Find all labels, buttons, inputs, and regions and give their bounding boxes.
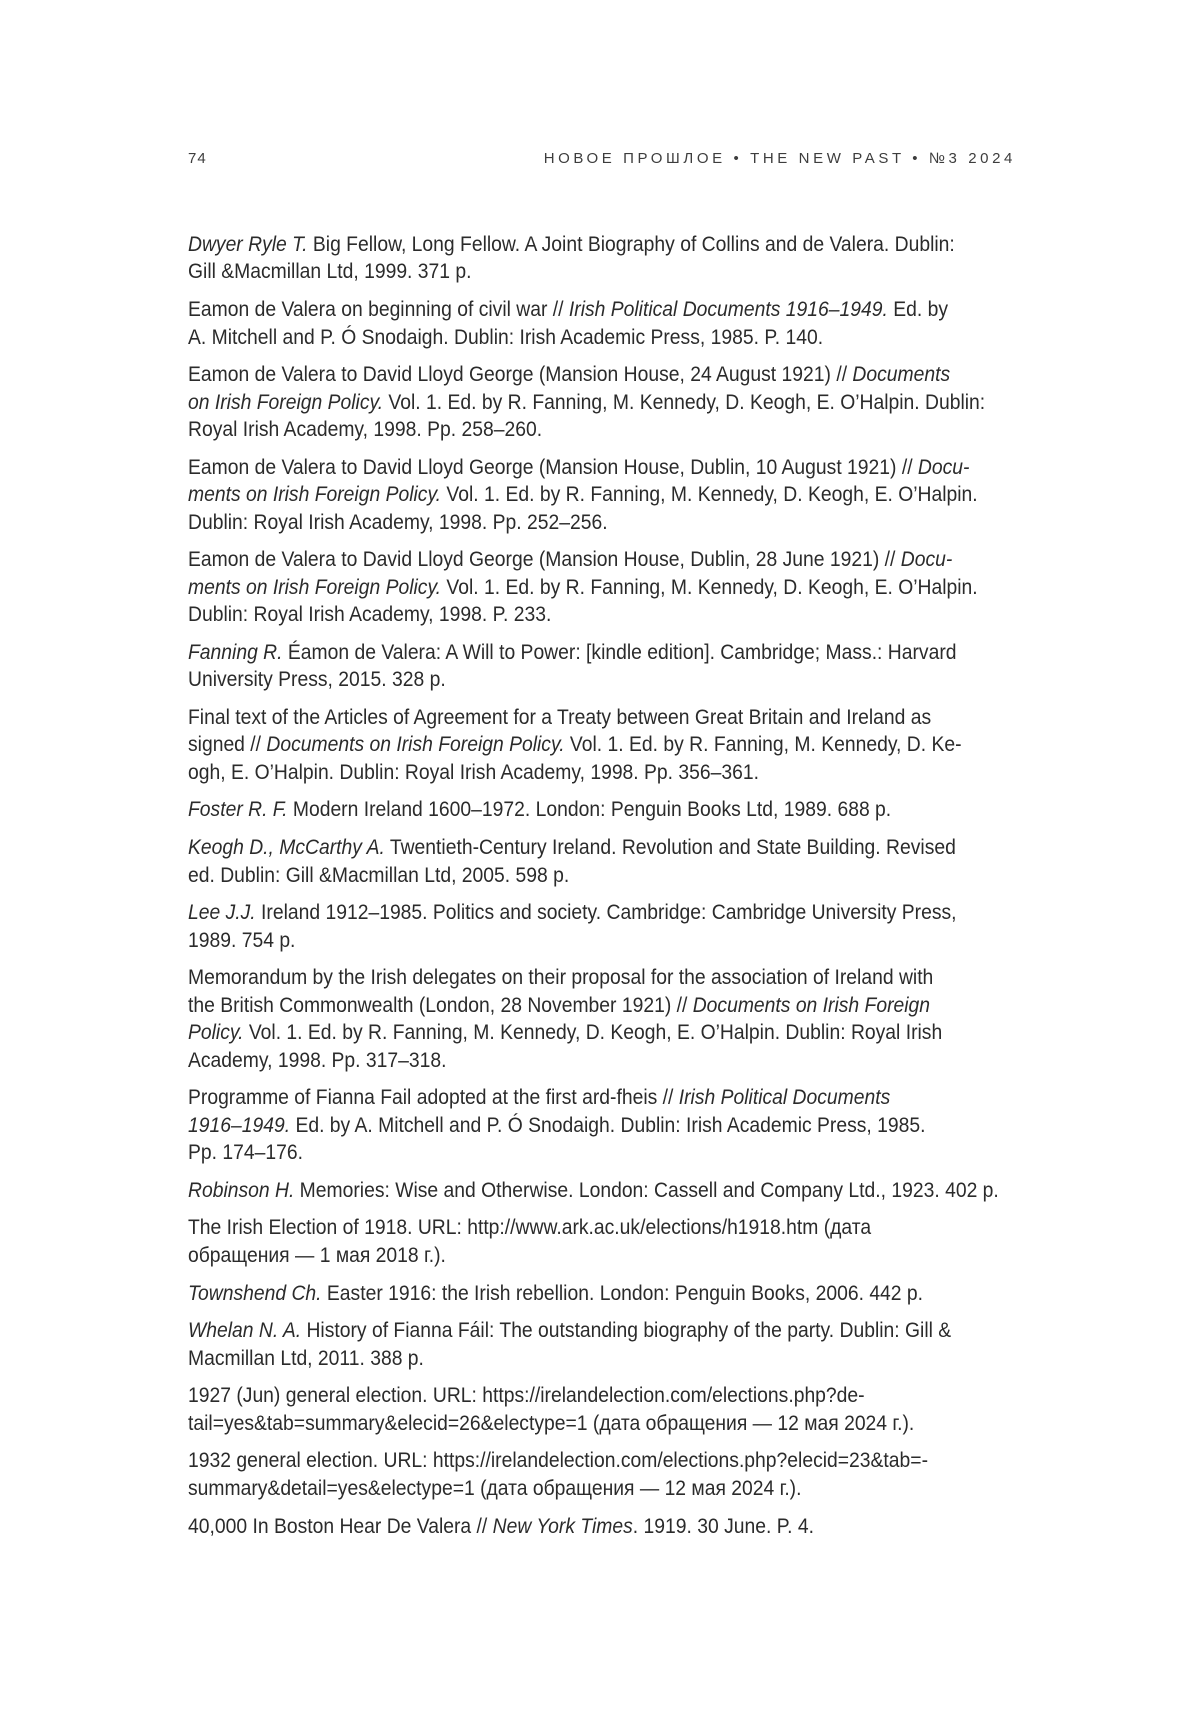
reference-entry xyxy=(188,1513,1016,1540)
reference-entry xyxy=(188,1447,1016,1502)
reference-text-segment: Academy, 1998. Pp. 317–318. xyxy=(188,1048,447,1072)
reference-text-segment: Gill &Macmillan Ltd, 1999. 371 p. xyxy=(188,260,472,284)
reference-text-segment: Vol. 1. Ed. by R. Fanning, M. Kennedy, D. Keogh, E. O’Halpin. xyxy=(441,575,978,599)
reference-text-segment: Dublin: Royal Irish Academy, 1998. Pp. 252–256. xyxy=(188,510,608,534)
reference-italic-segment: Docu- xyxy=(917,455,970,479)
reference-italic-segment: Foster R. F. xyxy=(188,798,288,822)
reference-entry xyxy=(188,964,1016,1074)
reference-italic-segment: ments on Irish Foreign Policy. xyxy=(188,483,442,507)
reference-text-segment: . 1919. 30 June. P. 4. xyxy=(632,1514,814,1538)
reference-entry xyxy=(188,454,1016,536)
reference-text-segment: 1927 (Jun) general election. URL: https://irelandelection.com/elections.php?de- xyxy=(188,1384,865,1408)
reference-entry xyxy=(188,834,1016,889)
reference-entry xyxy=(188,796,1016,823)
reference-text-segment: Pp. 174–176. xyxy=(188,1141,303,1165)
reference-text-segment: обращения — 1 мая 2018 г.). xyxy=(188,1243,446,1267)
reference-text-segment: The Irish Election of 1918. URL: http://www.ark.ac.uk/elections/h1918.htm (дата xyxy=(188,1216,872,1240)
reference-italic-segment: Lee J.J. xyxy=(188,901,256,925)
reference-text-segment: Big Fellow, Long Fellow. A Joint Biography of Collins and de Valera. Dublin: xyxy=(307,233,955,256)
reference-text-segment: 40,000 In Boston Hear De Valera // xyxy=(188,1514,493,1538)
reference-text-segment: A. Mitchell and P. Ó Snodaigh. Dublin: Irish Academic Press, 1985. P. 140. xyxy=(188,325,824,349)
reference-text-segment: Macmillan Ltd, 2011. 388 p. xyxy=(188,1346,424,1370)
reference-text-segment: Twentieth-Century Ireland. Revolution and State Building. Revised xyxy=(384,836,956,860)
reference-italic-segment: ments on Irish Foreign Policy. xyxy=(188,575,442,599)
reference-italic-segment: Whelan N. A. xyxy=(188,1319,302,1343)
reference-text-segment: Programme of Fianna Fail adopted at the first ard-fheis // xyxy=(188,1086,679,1110)
reference-entry xyxy=(188,899,1016,954)
reference-italic-segment: Docu- xyxy=(900,548,953,572)
reference-text-segment: 1989. 754 p. xyxy=(188,928,296,952)
reference-italic-segment: Documents on Irish Foreign xyxy=(692,993,931,1017)
reference-text-segment: 1932 general election. URL: https://irelandelection.com/elections.php?elecid=23&tab=- xyxy=(188,1449,929,1473)
reference-text-segment: Ed. by A. Mitchell and P. Ó Snodaigh. Dublin: Irish Academic Press, 1985. xyxy=(290,1113,926,1137)
reference-entry xyxy=(188,361,1016,443)
reference-italic-segment: New York Times xyxy=(492,1514,633,1538)
reference-italic-segment: Policy. xyxy=(188,1021,244,1045)
reference-italic-segment: Irish Political Documents xyxy=(678,1086,891,1110)
reference-italic-segment: Dwyer Ryle T. xyxy=(188,233,308,256)
reference-text-segment: ed. Dublin: Gill &Macmillan Ltd, 2005. 598 p. xyxy=(188,863,570,887)
page-header xyxy=(188,150,1016,167)
reference-text-segment: Vol. 1. Ed. by R. Fanning, M. Kennedy, D. Keogh, E. O’Halpin. Dublin: xyxy=(383,390,986,414)
journal-title: НОВОЕ ПРОШЛОЕ • THE NEW PAST • №3 2024 xyxy=(543,150,1016,167)
reference-entry xyxy=(188,296,1016,351)
reference-text-segment: signed // xyxy=(188,733,267,757)
reference-text-segment: Modern Ireland 1600–1972. London: Penguin Books Ltd, 1989. 688 p. xyxy=(287,798,892,822)
reference-entry xyxy=(188,1317,1016,1372)
reference-italic-segment: Documents xyxy=(852,363,951,387)
reference-entry xyxy=(188,639,1016,694)
reference-text-segment: Éamon de Valera: A Will to Power: [kindle edition]. Cambridge; Mass.: Harvard xyxy=(282,640,957,664)
reference-italic-segment: on Irish Foreign Policy. xyxy=(188,390,384,414)
reference-text-segment: summary&detail=yes&electype=1 (дата обращения — 12 мая 2024 г.). xyxy=(188,1476,802,1500)
reference-text-segment: Easter 1916: the Irish rebellion. London: Penguin Books, 2006. 442 p. xyxy=(321,1281,924,1305)
reference-entry xyxy=(188,546,1016,628)
reference-text-segment: Final text of the Articles of Agreement for a Treaty between Great Britain and Ireland as xyxy=(188,705,932,729)
reference-entry xyxy=(188,1084,1016,1166)
reference-entry xyxy=(188,1382,1016,1437)
reference-text-segment: University Press, 2015. 328 p. xyxy=(188,668,446,692)
reference-text-segment: Memories: Wise and Otherwise. London: Cassell and Company Ltd., 1923. 402 p. xyxy=(294,1178,999,1202)
reference-text-segment: Royal Irish Academy, 1998. Pp. 258–260. xyxy=(188,418,543,442)
reference-text-segment: Ed. by xyxy=(887,298,949,322)
reference-text-segment: Vol. 1. Ed. by R. Fanning, M. Kennedy, D. Ke- xyxy=(564,733,962,757)
references-list xyxy=(188,231,1016,1550)
reference-italic-segment: Robinson H. xyxy=(188,1178,295,1202)
reference-text-segment: Vol. 1. Ed. by R. Fanning, M. Kennedy, D. Keogh, E. O’Halpin. xyxy=(441,483,978,507)
reference-entry xyxy=(188,1280,1016,1307)
reference-text-segment: Vol. 1. Ed. by R. Fanning, M. Kennedy, D. Keogh, E. O’Halpin. Dublin: Royal Irish xyxy=(243,1021,943,1045)
reference-text-segment: Eamon de Valera to David Lloyd George (Mansion House, Dublin, 10 August 1921) // xyxy=(188,455,918,479)
reference-italic-segment: 1916–1949. xyxy=(188,1113,291,1137)
reference-italic-segment: Documents on Irish Foreign Policy. xyxy=(266,733,565,757)
reference-text-segment: Dublin: Royal Irish Academy, 1998. P. 233. xyxy=(188,603,552,627)
reference-text-segment: Ireland 1912–1985. Politics and society. Cambridge: Cambridge University Press, xyxy=(255,901,957,925)
reference-italic-segment: Townshend Ch. xyxy=(188,1281,322,1305)
reference-entry xyxy=(188,704,1016,786)
page-number: 74 xyxy=(188,150,207,167)
reference-italic-segment: Irish Political Documents 1916–1949. xyxy=(568,298,888,322)
reference-entry xyxy=(188,1214,1016,1269)
reference-text-segment: Eamon de Valera to David Lloyd George (Mansion House, 24 August 1921) // xyxy=(188,363,853,387)
reference-entry xyxy=(188,231,1016,286)
reference-text-segment: Memorandum by the Irish delegates on their proposal for the association of Ireland with xyxy=(188,966,934,990)
reference-italic-segment: Fanning R. xyxy=(188,640,283,664)
reference-italic-segment: Keogh D., McCarthy A. xyxy=(188,836,385,860)
reference-text-segment: Eamon de Valera on beginning of civil war // xyxy=(188,298,569,322)
reference-text-segment: ogh, E. O’Halpin. Dublin: Royal Irish Academy, 1998. Pp. 356–361. xyxy=(188,760,759,784)
reference-text-segment: Eamon de Valera to David Lloyd George (Mansion House, Dublin, 28 June 1921) // xyxy=(188,548,901,572)
reference-text-segment: History of Fianna Fáil: The outstanding biography of the party. Dublin: Gill & xyxy=(301,1319,952,1343)
reference-text-segment: the British Commonwealth (London, 28 November 1921) // xyxy=(188,993,693,1017)
reference-entry xyxy=(188,1177,1016,1204)
reference-text-segment: tail=yes&tab=summary&elecid=26&electype=1 (дата обращения — 12 мая 2024 г.). xyxy=(188,1411,915,1435)
